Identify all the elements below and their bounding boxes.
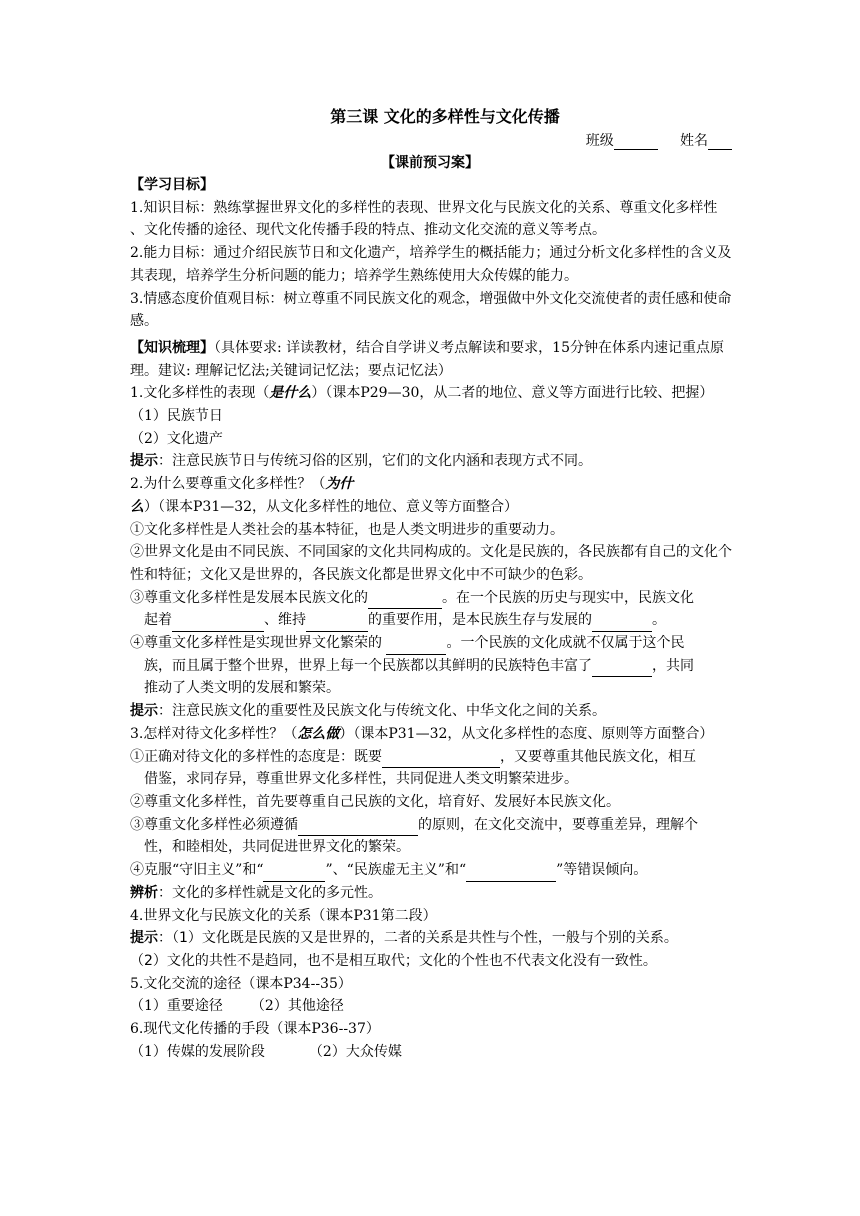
name-blank (708, 135, 732, 150)
q2-emphasis: 为什么 (130, 476, 354, 515)
q3-p1-text: ①正确对待文化的多样性的态度是：既要 (130, 748, 382, 765)
q3-emphasis: 怎么做 (297, 725, 340, 742)
hint-text: ：注意民族节日与传统习俗的区别，它们的文化内涵和表现方式不同。 (158, 453, 592, 470)
q2-hint (130, 700, 735, 723)
hint-text: ：（1）文化既是民族的又是世界的，二者的关系是共性与个性，一般与个别的关系。 (158, 930, 678, 947)
q3-point-4 (130, 859, 735, 882)
q2-p3-text: ③尊重文化多样性是发展本民族文化的 (130, 589, 368, 606)
goal-item: 2.能力目标：通过介绍民族节日和文化遗产，培养学生的概括能力；通过分析文化多样性的含义及其表现，培养学生分析问题的能力；培养学生熟练使用大众传媒的能力。 (130, 245, 732, 284)
q2-p3-text: 的重要作用，是本民族生存与发展的 (368, 612, 592, 629)
q2-point-1: ①文化多样性是人类社会的基本特征，也是人类文明进步的重要动力。 (130, 521, 564, 538)
class-name-line (586, 130, 732, 150)
q1-sub-item: （2）文化遗产 (130, 430, 223, 447)
q2-p4-text: ④尊重文化多样性是实现世界文化繁荣的 (130, 635, 387, 652)
question-3 (130, 723, 735, 746)
q3-pre: 3.怎样对待文化多样性？（ (130, 725, 298, 742)
q4-hint-2: （2）文化的共性不是趋同，也不是相互取代；文化的个性也不代表文化没有一致性。 (130, 952, 657, 969)
goals-heading: 【学习目标】 (130, 177, 214, 193)
hint-label: 提示 (130, 930, 158, 947)
q3-p3-text: 性，和睦相处，共同促进世界文化的繁荣。 (144, 839, 410, 856)
q4-hint (130, 927, 735, 950)
q2-post: ）（课本P31—32，从文化多样性的地位、意义等方面整合） (144, 498, 519, 515)
question-5: 5.文化交流的途径（课本P34--35） (130, 975, 352, 992)
q3-point-3 (130, 814, 735, 859)
q2-p4-text: 推动了人类文明的发展和繁荣。 (144, 680, 340, 697)
fill-blank (298, 821, 418, 836)
q2-p3-text: 、维持 (264, 612, 306, 629)
goal-item: 3.情感态度价值观目标：树立尊重不同民族文化的观念，增强做中外文化交流使者的责任感和使命感。 (130, 290, 732, 330)
fill-blank (592, 662, 652, 677)
hint-label: 提示 (130, 453, 158, 470)
q3-p3-text: ③尊重文化多样性必须遵循 (130, 816, 298, 833)
q2-p3-text: 。 (652, 612, 666, 629)
q5-subs (130, 995, 735, 1018)
fill-blank (172, 617, 264, 632)
q1-sub-item: （1）民族节日 (130, 408, 223, 425)
q5-sub-item: （1）重要途径 (130, 998, 223, 1015)
fill-blank (386, 640, 446, 655)
q3-point-2: ②尊重文化多样性，首先要尊重自己民族的文化，培育好、发展好本民族文化。 (130, 793, 620, 810)
preview-heading: 【课前预习案】 (381, 155, 479, 171)
q2-p4-text: ，共同 (652, 657, 694, 674)
knowledge-paragraph (130, 337, 735, 382)
fill-blank (263, 867, 325, 882)
hint-label: 提示 (130, 703, 158, 720)
knowledge-intro: （具体要求: 详读教材，结合自学讲义考点解读和要求，15分钟在体系内速记重点原理。建议: 理解记忆法;关键词记忆法；要点记忆法） (130, 339, 724, 379)
q6-sub-item: （2）大众传媒 (308, 1043, 402, 1060)
question-4: 4.世界文化与民族文化的关系（课本P31第二段） (130, 907, 437, 924)
q6-sub-item: （1）传媒的发展阶段 (130, 1043, 265, 1060)
q1-pre: 1.文化多样性的表现（ (130, 385, 270, 402)
q3-p3-text: 的原则，在文化交流中，要尊重差异，理解个 (418, 816, 698, 833)
fill-blank (368, 594, 442, 609)
knowledge-heading: 【知识梳理】 (130, 339, 214, 356)
fill-blank (382, 753, 500, 768)
q3-p4-text: ”等错误倾向。 (556, 862, 648, 879)
q2-p3-text: 。在一个民族的历史与现实中，民族文化 (442, 589, 694, 606)
q2-p4-text: 族，而且属于整个世界，世界上每一个民族都以其鲜明的民族特色丰富了 (144, 657, 592, 674)
class-blank (614, 135, 658, 150)
question-1 (130, 382, 735, 405)
hint-text: ：注意民族文化的重要性及民族文化与传统文化、中华文化之间的关系。 (158, 703, 606, 720)
question-6: 6.现代文化传播的手段（课本P36--37） (130, 1021, 380, 1038)
bianxi-text: ：文化的多样性就是文化的多元性。 (158, 884, 382, 901)
fill-blank (592, 617, 652, 632)
class-label: 班级 (585, 133, 614, 149)
fill-blank (466, 867, 556, 882)
question-2 (130, 473, 735, 518)
q6-subs (130, 1041, 735, 1064)
q3-post: ）（课本P31—32，从文化多样性的态度、原则等方面整合） (339, 725, 714, 742)
q2-point-2: ②世界文化是由不同民族、不同国家的文化共同构成的。文化是民族的，各民族都有自己的文化个性和特征；文化又是世界的，各民族文化都是世界文化中不可缺少的色彩。 (130, 544, 732, 583)
q1-hint (130, 450, 735, 473)
bianxi-label: 辨析 (130, 884, 158, 901)
document-body (130, 174, 735, 1063)
q2-point-4 (130, 632, 735, 700)
q3-p4-text: ④克服“守旧主义”和“ (130, 862, 264, 879)
q3-point-1 (130, 746, 735, 791)
q1-post: ）（课本P29—30，从二者的地位、意义等方面进行比较、把握） (311, 385, 714, 402)
goal-item: 1.知识目标：熟练掌握世界文化的多样性的表现、世界文化与民族文化的关系、尊重文化多样性 、文化传播的途径、现代文化传播手段的特点、推动文化交流的意义等考点。 (130, 199, 718, 239)
q3-p4-text: ”、“民族虚无主义”和“ (325, 862, 467, 879)
q1-emphasis: 是什么 (269, 385, 312, 402)
q2-point-3 (130, 587, 735, 632)
q5-sub-item: （2）其他途径 (250, 998, 344, 1015)
q3-p1-text: 借鉴，求同存异，尊重世界文化多样性，共同促进人类文明繁荣进步。 (144, 771, 578, 788)
lesson-title: 第三课 文化的多样性与文化传播 (330, 107, 560, 126)
fill-blank (306, 617, 368, 632)
q3-bianxi (130, 882, 735, 905)
q2-pre: 2.为什么要尊重文化多样性？（ (130, 476, 326, 493)
name-label: 姓名 (680, 133, 708, 149)
q3-p1-text: ，又要尊重其他民族文化，相互 (500, 748, 696, 765)
q2-p4-text: 。一个民族的文化成就不仅属于这个民 (446, 635, 685, 652)
q2-p3-text: 起着 (144, 612, 172, 629)
